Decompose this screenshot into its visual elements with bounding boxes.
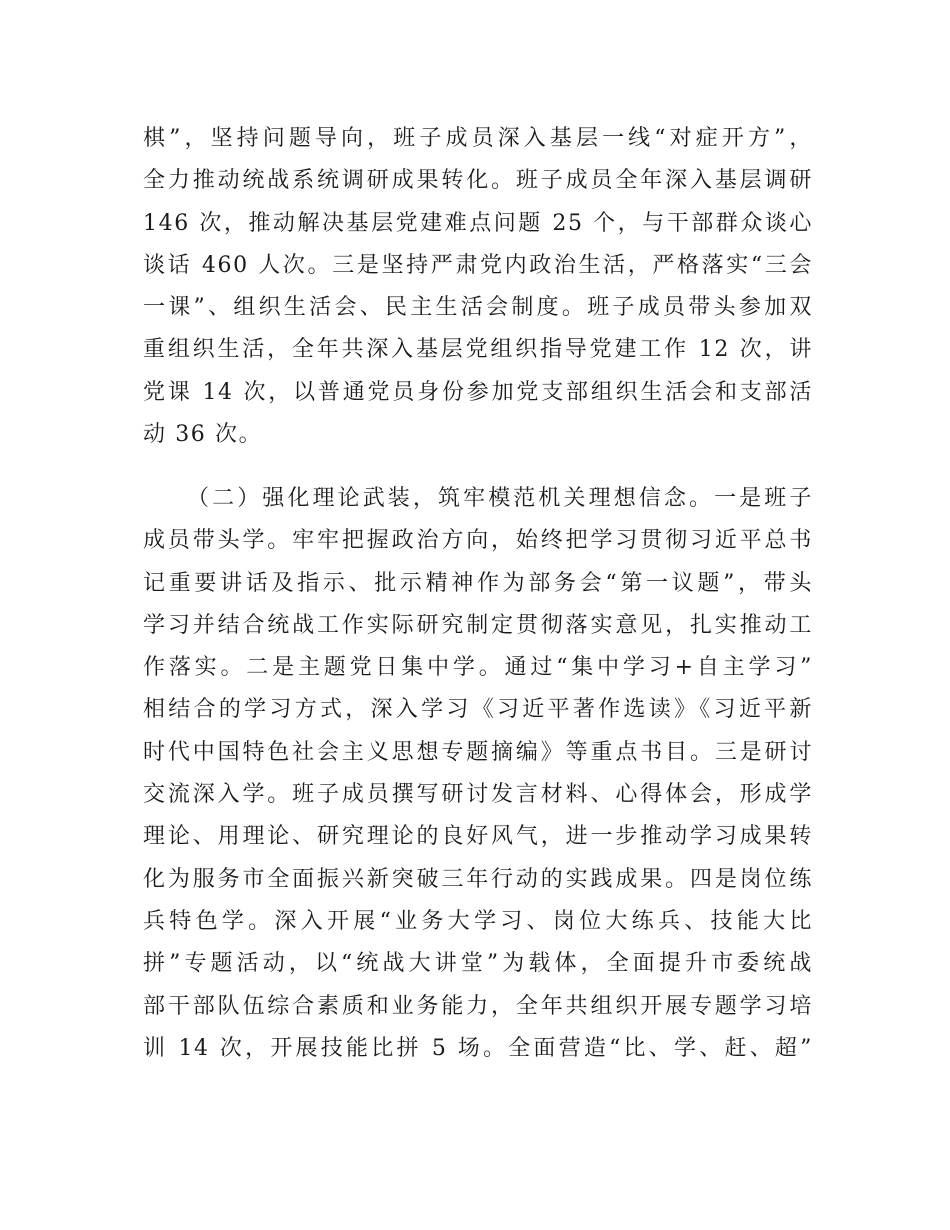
- text-line: 一课”、组织生活会、民主生活会制度。班子成员带头参加双: [143, 295, 813, 321]
- text-line: 动 36 次。: [143, 422, 263, 448]
- paragraph-party-life: [143, 118, 813, 456]
- text-line: 兵特色学。深入开展“业务大学习、岗位大练兵、技能大比: [143, 908, 813, 934]
- text-line: 全力推动统战系统调研成果转化。班子成员全年深入基层调研: [143, 168, 813, 194]
- text-line: 部干部队伍综合素质和业务能力，全年共组织开展专题学习培: [143, 993, 813, 1019]
- text-line: 训 14 次，开展技能比拼 5 场。全面营造“比、学、赶、超”: [143, 1035, 813, 1061]
- section-heading-line: （二）强化理论武装，筑牢模范机关理想信念。一是班子: [187, 486, 813, 511]
- text-line: 作落实。二是主题党日集中学。通过“集中学习+自主学习”: [143, 655, 813, 681]
- text-line: 拼”专题活动，以“统战大讲堂”为载体，全面提升市委统战: [143, 951, 813, 977]
- text-line: 重组织生活，全年共深入基层党组织指导党建工作 12 次，讲: [143, 337, 813, 363]
- text-line: 化为服务市全面振兴新突破三年行动的实践成果。四是岗位练: [143, 866, 813, 892]
- text-line: 学习并结合统战工作实际研究制定贯彻落实意见，扎实推动工: [143, 612, 813, 638]
- text-line: 理论、用理论、研究理论的良好风气，进一步推动学习成果转: [143, 824, 813, 850]
- text-line: 交流深入学。班子成员撰写研讨发言材料、心得体会，形成学: [143, 782, 813, 808]
- text-line: 时代中国特色社会主义思想专题摘编》等重点书目。三是研讨: [143, 739, 813, 765]
- text-line: 谈话 460 人次。三是坚持严肃党内政治生活，严格落实“三会: [143, 252, 813, 278]
- text-line: 相结合的学习方式，深入学习《习近平著作选读》《习近平新: [143, 697, 813, 723]
- text-line: 记重要讲话及指示、批示精神作为部务会“第一议题”，带头: [143, 570, 813, 596]
- text-line: 棋”，坚持问题导向，班子成员深入基层一线“对症开方”，: [143, 126, 813, 151]
- text-line: 党课 14 次，以普通党员身份参加党支部组织生活会和支部活: [143, 379, 813, 405]
- paragraph-theory-study: [143, 478, 813, 1070]
- text-line: 146 次，推动解决基层党建难点问题 25 个，与干部群众谈心: [143, 210, 813, 236]
- text-line: 成员带头学。牢牢把握政治方向，始终把学习贯彻习近平总书: [143, 528, 813, 554]
